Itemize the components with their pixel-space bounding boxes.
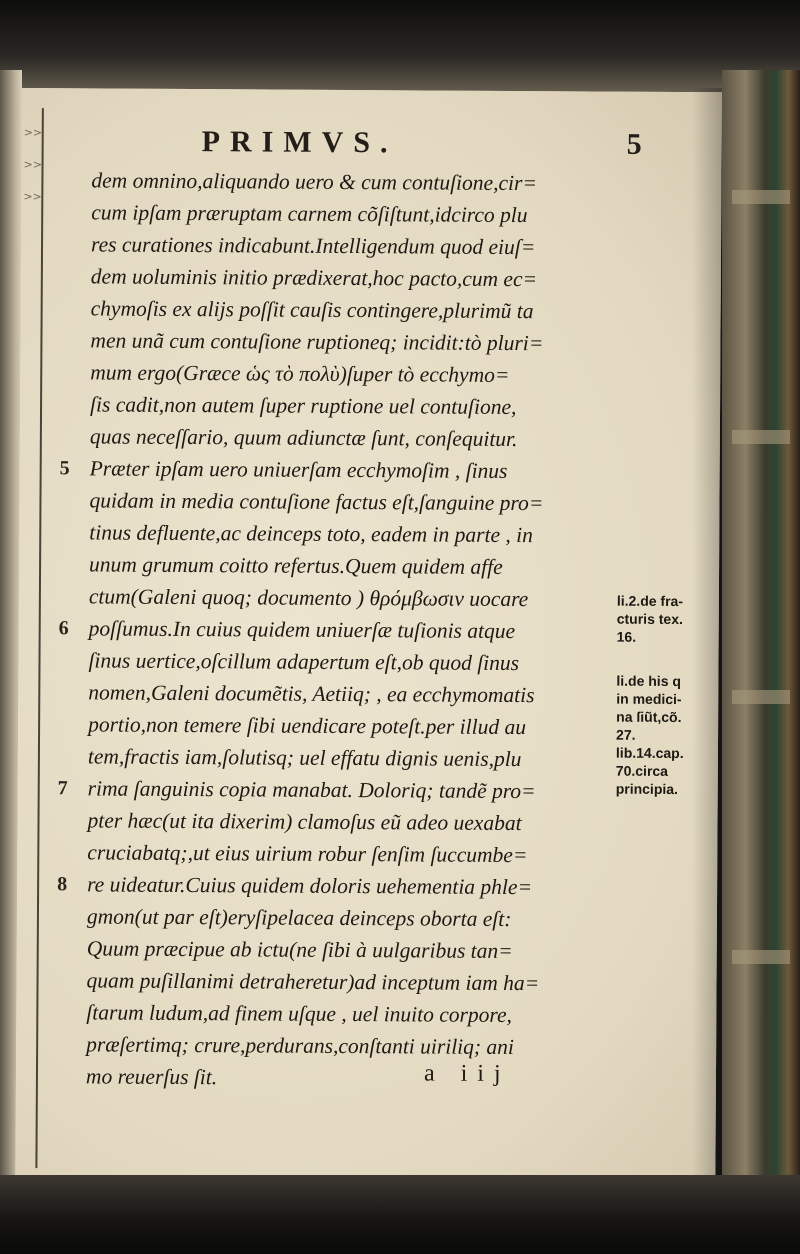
book-band <box>732 950 790 964</box>
line-text: tem,fractis iam,ſolutisq; uel effatu dignis uenis,plu <box>87 744 522 772</box>
text-line <box>87 836 617 871</box>
text-line <box>87 804 617 839</box>
text-line <box>57 868 617 903</box>
line-text: cruciabatq;,ut eius uirium robur ſenſim ſuccumbe= <box>87 840 528 868</box>
line-text: dem omnino,aliquando uero & cum contuſione,cir= <box>91 168 537 196</box>
text-line <box>89 580 619 615</box>
background-bottom <box>0 1175 800 1254</box>
quote-mark: >> <box>23 126 43 140</box>
text-line <box>90 388 620 423</box>
side-note-line: 16. <box>616 628 637 645</box>
text-line <box>90 420 620 455</box>
line-text: portio,non temere ſibi uendicare poteſt.per illud au <box>88 712 527 740</box>
background-top <box>0 0 800 95</box>
text-line <box>90 324 620 359</box>
line-text: præſertimq; crure,perdurans,conſtanti uiriliq; ani <box>86 1032 515 1060</box>
text-line <box>91 196 621 231</box>
line-text: res curationes indicabunt.Intelligendum quod eiuſ= <box>90 232 536 260</box>
line-text: quas neceſſario, quum adiunctæ ſunt, conſequitur. <box>89 424 518 452</box>
line-text: ſinus uertice,oſcillum adapertum eſt,ob quod ſinus <box>88 648 520 676</box>
book-band <box>732 190 790 204</box>
page-header <box>102 124 642 167</box>
text-line <box>86 1028 616 1063</box>
text-line <box>89 484 619 519</box>
line-text: poſſumus.In cuius quidem uniuerſæ tuſionis atque <box>88 616 516 644</box>
text-line <box>89 516 619 551</box>
line-text: pter hæc(ut ita dixerim) clamoſus eũ adeo uexabat <box>87 808 522 836</box>
text-line <box>88 708 618 743</box>
side-note-line: in medici- <box>616 690 682 708</box>
line-text: tinus defluente,ac deinceps toto, eadem in parte , in <box>89 520 533 548</box>
text-line <box>90 356 620 391</box>
side-note-line: principia. <box>615 780 679 798</box>
line-text: mum ergo(Græce ὡς τὸ πολὺ)ſuper tò ecchymo= <box>90 360 510 387</box>
text-line <box>57 772 618 807</box>
line-text: unum grumum coitto refertus.Quem quidem affe <box>89 552 503 579</box>
section-number: 7 <box>57 777 68 800</box>
text-line <box>88 676 618 711</box>
side-note-line: li.2.de fra- <box>616 592 684 610</box>
line-text: cum ipſam præruptam carnem cõſiſtunt,idcirco plu <box>91 200 528 228</box>
text-line <box>88 644 618 679</box>
signature-mark: a iij <box>423 1060 511 1088</box>
line-text: men unã cum contuſione ruptioneq; incidit:tò pluri= <box>90 328 544 356</box>
text-line <box>87 900 617 935</box>
page-number: 5 <box>626 127 642 161</box>
line-text: gmon(ut par eſt)eryſipelacea deinceps oborta eſt: <box>86 904 512 932</box>
text-line <box>89 548 619 583</box>
line-text: Quum præcipue ab ictu(ne ſibi à uulgaribus tan= <box>86 936 513 964</box>
text-line <box>91 260 621 295</box>
line-text: quidam in media contuſione factus eſt,ſanguine pro= <box>89 488 544 516</box>
book-band <box>732 430 790 444</box>
section-number: 8 <box>57 873 68 896</box>
side-note-line: lib.14.cap. <box>615 744 684 762</box>
line-text: nomen,Galeni documẽtis, Aetiiq; , ea ecchymomatis <box>88 680 535 708</box>
text-line <box>86 964 616 999</box>
book-band <box>732 690 790 704</box>
line-text: mo reuerſus ſit. <box>85 1064 218 1090</box>
quote-mark: >> <box>23 190 42 204</box>
text-line <box>87 932 617 967</box>
line-text: chymoſis ex alijs poſſit cauſis contingere,plurimũ ta <box>90 296 534 324</box>
line-text: ſis cadit,non autem ſuper ruptione uel contuſione, <box>89 392 517 420</box>
text-line <box>86 1060 616 1095</box>
line-text: rima ſanguinis copia manabat. Doloriq; tandẽ pro= <box>87 776 536 804</box>
section-number: 6 <box>58 617 69 640</box>
section-number: 5 <box>59 457 70 480</box>
line-text: dem uoluminis initio prædixerat,hoc pacto,cum ec= <box>90 264 538 292</box>
text-line <box>88 740 618 775</box>
right-book-edge <box>722 70 800 1190</box>
text-line <box>91 228 621 263</box>
page-gutter-shadow <box>692 88 722 1188</box>
line-text: Præter ipſam uero uniuerſam ecchymoſim , ſinus <box>89 456 508 483</box>
line-text: ſtarum ludum,ad finem uſque , uel inuito corpore, <box>86 1000 513 1028</box>
running-title: PRIMVS. <box>201 125 398 160</box>
text-line <box>91 164 621 199</box>
text-line <box>91 292 621 327</box>
side-note-line: 70.circa <box>615 762 669 779</box>
line-text: ctum(Galeni quoq; documento ) θρόμβωσιν uocare <box>88 584 529 612</box>
line-text: quam puſillanimi detraheretur)ad inceptum iam ha= <box>86 968 540 996</box>
text-line <box>86 996 616 1031</box>
text-line <box>59 452 620 487</box>
line-text: re uideatur.Cuius quidem doloris uehementia phle= <box>87 872 533 900</box>
body-text <box>57 164 622 1095</box>
side-note-line: li.de his q <box>616 672 682 690</box>
side-note-line: cturis tex. <box>616 610 683 628</box>
text-line <box>58 612 619 647</box>
book-page <box>15 88 722 1192</box>
side-note-line: na ſiũt,cõ. <box>616 708 682 726</box>
side-note-line: 27. <box>616 726 636 743</box>
quote-mark: >> <box>23 158 43 172</box>
